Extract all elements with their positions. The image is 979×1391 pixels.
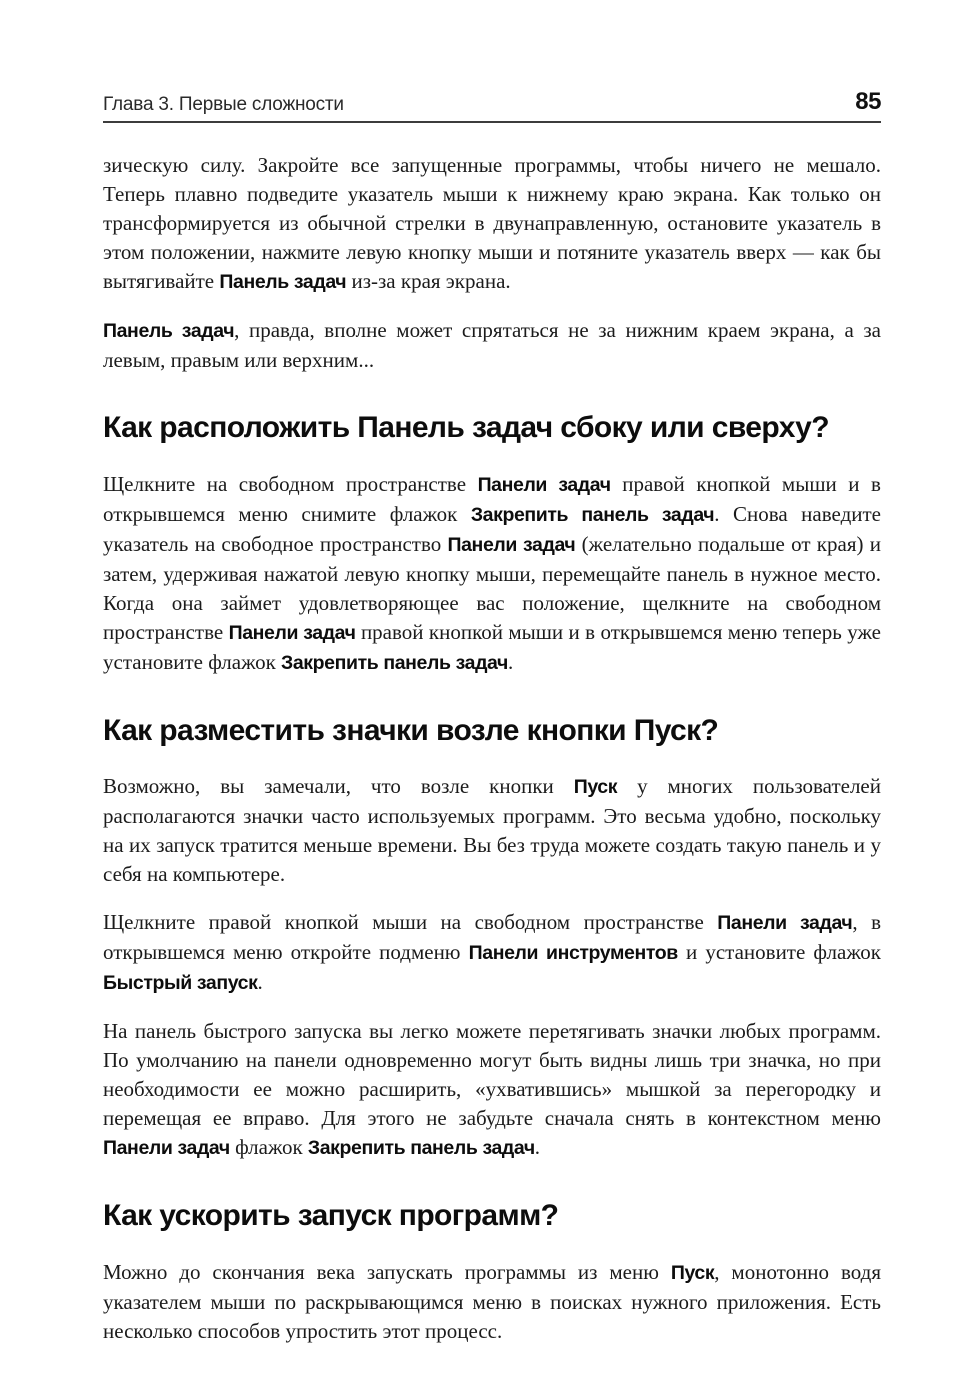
ui-term: Закрепить панель задач xyxy=(307,1137,535,1159)
ui-term: Закрепить панель задач xyxy=(281,651,508,674)
text-run: Щелкните правой кнопкой мыши на свободном пространстве xyxy=(103,910,718,934)
page-content-column xyxy=(103,0,881,1365)
ui-term: Пуск xyxy=(670,1261,715,1284)
text-run: , монотонно водя указателем мыши по раскрывающимся меню в поисках нужного приложения. Есть несколько способов упростить этот процесс. xyxy=(103,1259,881,1343)
paragraph xyxy=(103,908,881,998)
text-run: зическую силу. Закройте все запущенные программы, чтобы ничего не мешало. Теперь плавно подведите указатель мыши к нижнему краю экрана. Как только он трансформируется из обычной стрелки в двунаправленную, остановите указатель в этом положении, нажмите левую кнопку мыши и потяните указатель вверх — как бы вытягивайте xyxy=(103,153,881,293)
text-run: (желательно подальше от края) и затем, удерживая нажатой левую кнопку мыши, перемещайте панель в нужное место. Когда она займет удовлетворяющее вас положение, щелкните на свободном пространстве xyxy=(103,531,881,644)
ui-term: Панели задач xyxy=(228,621,356,644)
text-run: Щелкните на свободном пространстве xyxy=(103,471,478,496)
text-run: На панель быстрого запуска вы легко можете перетягивать значки любых программ. По умолчанию на панели одновременно могут быть видны лишь три значка, но при необходимости ее можно расширить, «ухватившись» мышкой за перегородку и перемещая ее вправо. Для этого не забудьте сначала снять в контекстном меню xyxy=(103,1019,881,1130)
text-run: . Снова наведите указатель на свободное пространство xyxy=(103,501,881,556)
text-run: и установите флажок xyxy=(677,940,882,964)
text-run: , правда, вполне может спрятаться не за нижним краем экрана, а за левым, правым или верхним... xyxy=(103,318,881,372)
text-run: . xyxy=(507,649,514,674)
running-header xyxy=(103,0,881,123)
ui-term: Пуск xyxy=(573,776,618,798)
text-run: Возможно, вы замечали, что возле кнопки xyxy=(103,774,574,798)
text-blocks xyxy=(103,123,881,1346)
paragraph xyxy=(103,151,881,297)
paragraph xyxy=(103,316,881,375)
ui-term: Панели задач xyxy=(717,912,853,934)
page-number: 85 xyxy=(855,88,881,115)
ui-term: Панели задач xyxy=(103,1137,230,1159)
text-run: флажок xyxy=(229,1135,308,1159)
text-run: правой кнопкой мыши и в открывшемся меню снимите флажок xyxy=(103,471,881,526)
section-heading: Как расположить Панель задач сбоку или сверху? xyxy=(103,411,829,444)
text-run: из-за края экрана. xyxy=(346,269,511,293)
ui-term: Панель задач xyxy=(219,271,347,293)
ui-term: Быстрый запуск xyxy=(103,972,258,994)
text-run: , в открывшемся меню откройте подменю xyxy=(103,910,881,964)
section-heading: Как ускорить запуск программ? xyxy=(103,1199,559,1232)
paragraph xyxy=(103,470,881,678)
ui-term: Панели инструментов xyxy=(468,942,678,964)
paragraph xyxy=(103,772,881,889)
chapter-title: Глава 3. Первые сложности xyxy=(103,94,344,115)
text-run: . xyxy=(257,970,263,994)
text-run: правой кнопкой мыши и в открывшемся меню теперь уже установите флажок xyxy=(103,619,881,674)
ui-term: Закрепить панель задач xyxy=(470,503,715,526)
text-run: . xyxy=(534,1135,541,1159)
ui-term: Панель задач xyxy=(103,320,235,342)
ui-term: Панели задач xyxy=(477,473,611,496)
paragraph xyxy=(103,1017,881,1163)
ui-term: Панели задач xyxy=(447,533,576,556)
text-run: у многих пользователей располагаются значки часто используемых программ. Это весьма удобно, поскольку на их запуск тратится меньше времени. Вы без труда можете создать такую панель и у себя на компьютере. xyxy=(103,774,881,886)
text-run: Можно до скончания века запускать программы из меню xyxy=(103,1259,671,1284)
paragraph xyxy=(103,1258,881,1346)
section-heading: Как разместить значки возле кнопки Пуск? xyxy=(103,713,719,747)
